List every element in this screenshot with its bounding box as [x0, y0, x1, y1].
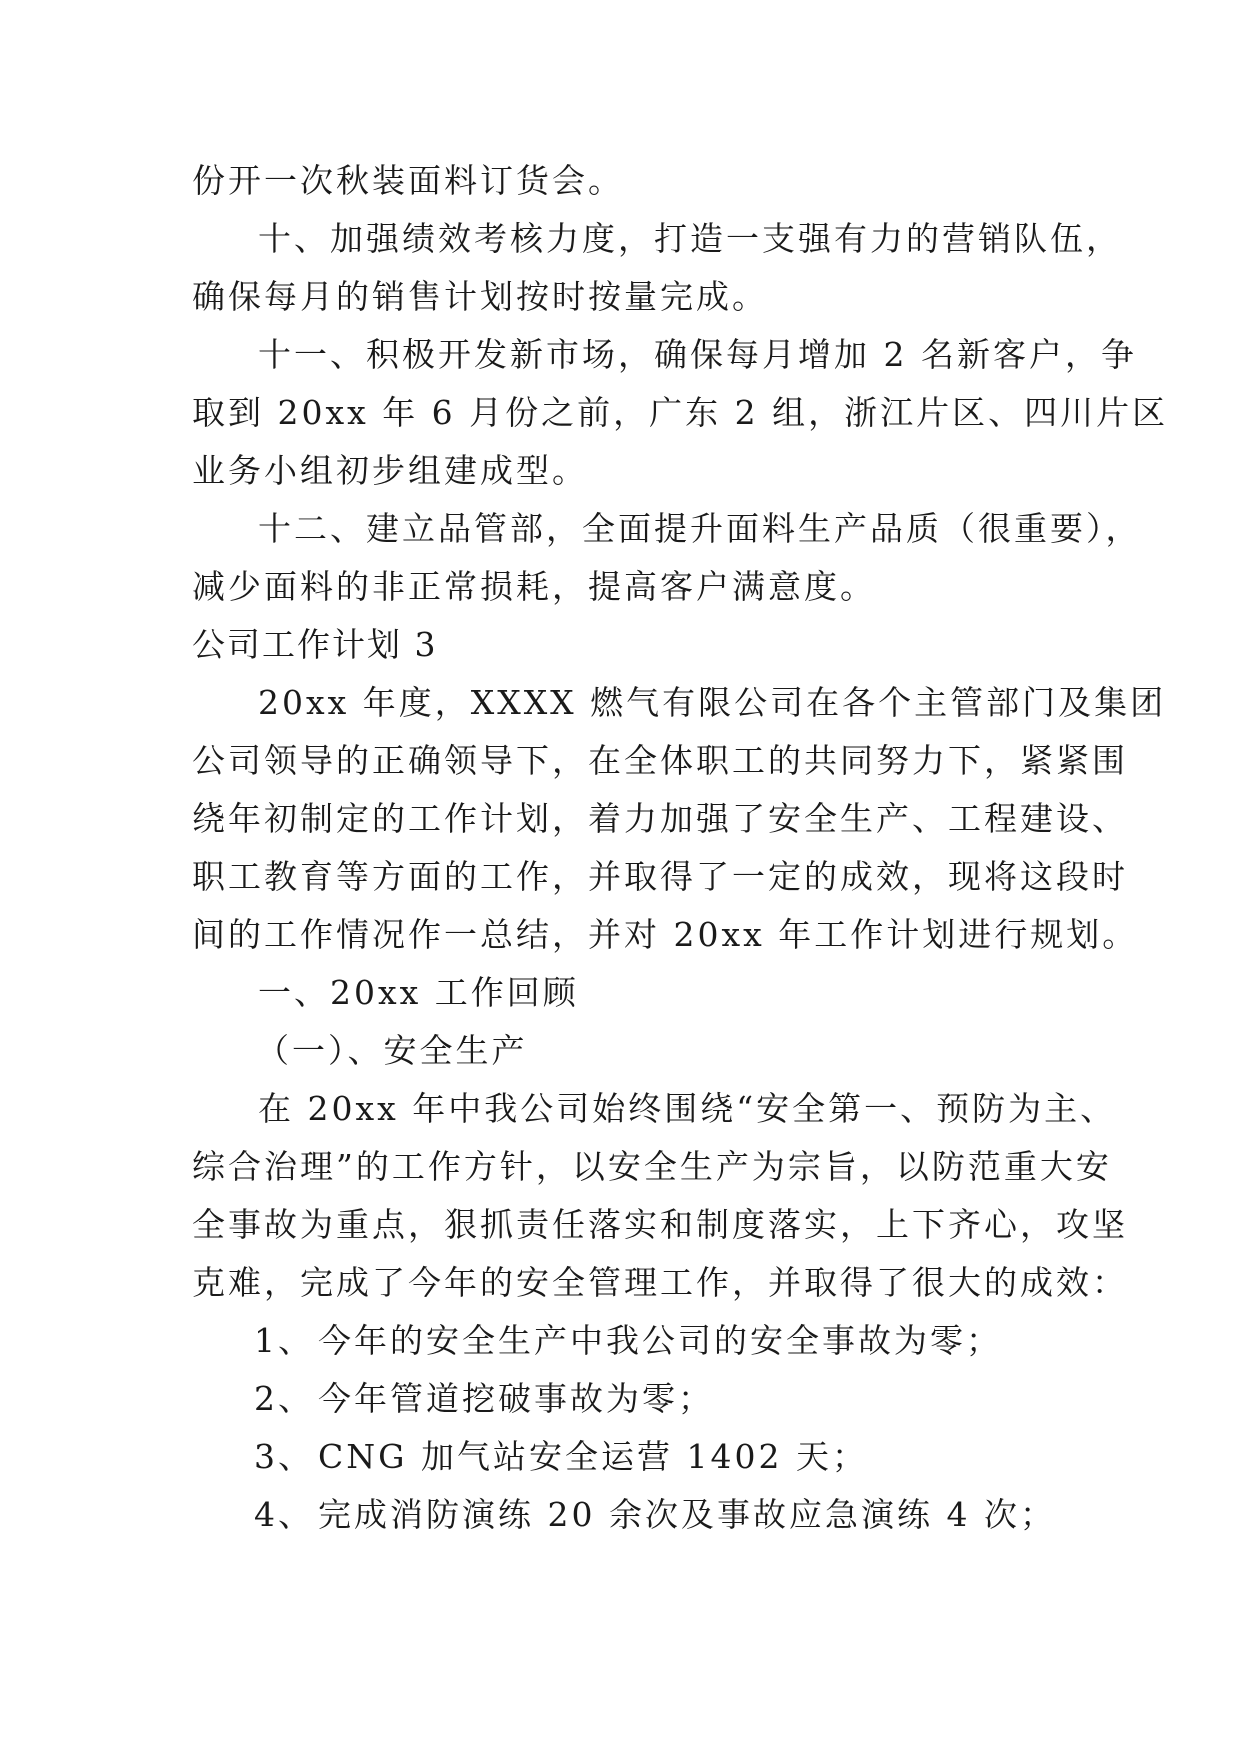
paragraph-line: 在 20xx 年中我公司始终围绕“安全第一、预防为主、 [258, 1089, 1117, 1128]
paragraph-line: 减少面料的非正常损耗，提高客户满意度。 [192, 567, 876, 606]
paragraph-line: 份开一次秋装面料订货会。 [192, 161, 624, 200]
paragraph-line: 业务小组初步组建成型。 [192, 451, 588, 490]
list-text: 完成消防演练 20 余次及事故应急演练 4 次； [318, 1495, 1056, 1534]
list-number: 1、 [254, 1321, 314, 1360]
paragraph-line: 十一、积极开发新市场，确保每月增加 2 名新客户，争 [258, 335, 1137, 374]
list-item [192, 1486, 1072, 1544]
paragraph-line: 十、加强绩效考核力度，打造一支强有力的营销队伍， [258, 219, 1122, 258]
list-text: 今年管道挖破事故为零； [318, 1379, 714, 1418]
list-number: 3、 [254, 1437, 314, 1476]
list-item [192, 1370, 1072, 1428]
paragraph-line: 取到 20xx 年 6 月份之前，广东 2 组，浙江片区、四川片区 [192, 393, 1169, 432]
list-item [192, 1428, 1072, 1486]
subsection-heading: 一、20xx 工作回顾 [258, 973, 579, 1012]
paragraph-line: 确保每月的销售计划按时按量完成。 [192, 277, 768, 316]
list-item [192, 1312, 1072, 1370]
list-number: 4、 [254, 1495, 314, 1534]
paragraph-line: 综合治理”的工作方针，以安全生产为宗旨，以防范重大安 [192, 1147, 1112, 1186]
paragraph-line: 间的工作情况作一总结，并对 20xx 年工作计划进行规划。 [192, 915, 1139, 954]
paragraph-line: 克难，完成了今年的安全管理工作，并取得了很大的成效： [192, 1263, 1128, 1302]
paragraph-line: 绕年初制定的工作计划，着力加强了安全生产、工程建设、 [192, 799, 1128, 838]
list-number: 2、 [254, 1379, 314, 1418]
paragraph-line: 全事故为重点，狠抓责任落实和制度落实，上下齐心，攻坚 [192, 1205, 1128, 1244]
paragraph-line: 公司领导的正确领导下，在全体职工的共同努力下，紧紧围 [192, 741, 1128, 780]
paragraph-line: 20xx 年度，XXXX 燃气有限公司在各个主管部门及集团 [258, 683, 1167, 722]
subsection-heading: （一）、安全生产 [256, 1031, 528, 1070]
paragraph-line: 十二、建立品管部，全面提升面料生产品质（很重要）， [258, 509, 1142, 548]
list-text: 今年的安全生产中我公司的安全事故为零； [318, 1321, 1002, 1360]
list-text: CNG 加气站安全运营 1402 天； [318, 1437, 868, 1476]
section-title: 公司工作计划 3 [192, 625, 438, 664]
paragraph-line: 职工教育等方面的工作，并取得了一定的成效，现将这段时 [192, 857, 1128, 896]
document-body [192, 152, 1169, 1544]
